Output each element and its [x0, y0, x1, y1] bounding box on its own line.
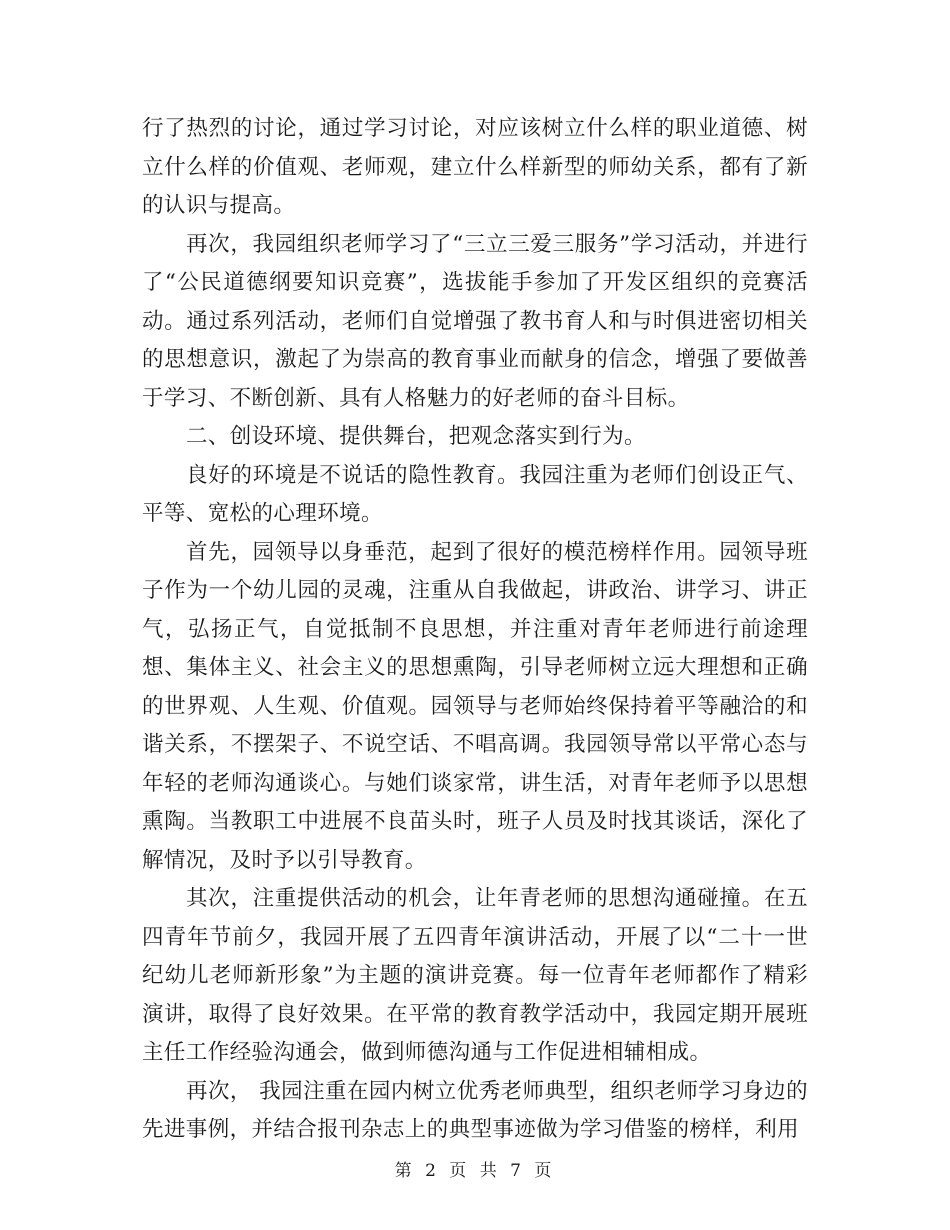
paragraph-continuation: 行了热烈的讨论，通过学习讨论，对应该树立什么样的职业道德、树立什么样的价值观、老师观，建立什么样新型的师幼关系，都有了新的认识与提高。 — [142, 116, 808, 218]
paragraph-model-teachers: 再次， 我园注重在园内树立优秀老师典型，组织老师学习身边的先进事例，并结合报刊杂志上的典型事迹做为学习借鉴的榜样，利用 — [142, 1078, 808, 1142]
document-body — [142, 110, 808, 1150]
section-heading-environment: 二、创设环境、提供舞台，把观念落实到行为。 — [186, 424, 646, 449]
paragraph-activity-opportunities: 其次，注重提供活动的机会，让年青老师的思想沟通碰撞。在五四青年节前夕，我园开展了五四青年演讲活动，开展了以“二十一世纪幼儿老师新形象”为主题的演讲竞赛。每一位青年老师都作了精彩演讲，取得了良好效果。在平常的教育教学活动中，我园定期开展班主任工作经验沟通会，做到师德沟通与工作促进相辅相成。 — [142, 886, 808, 1065]
paragraph-leadership-example: 首先，园领导以身垂范，起到了很好的模范榜样作用。园领导班子作为一个幼儿园的灵魂，注重从自我做起，讲政治、讲学习、讲正气，弘扬正气，自觉抵制不良思想，并注重对青年老师进行前途理想、集体主义、社会主义的思想熏陶，引导老师树立远大理想和正确的世界观、人生观、价值观。园领导与老师始终保持着平等融洽的和谐关系，不摆架子、不说空话、不唱高调。我园领导常以平常心态与年轻的老师沟通谈心。与她们谈家常，讲生活，对青年老师予以思想熏陶。当教职工中进展不良苗头时，班子人员及时找其谈话，深化了解情况，及时予以引导教育。 — [142, 539, 808, 873]
paragraph-environment-intro: 良好的环境是不说话的隐性教育。我园注重为老师们创设正气、平等、宽松的心理环境。 — [142, 462, 808, 526]
paragraph-study-activities: 再次，我园组织老师学习了“三立三爱三服务”学习活动，并进行了“公民道德纲要知识竞赛”，选拔能手参加了开发区组织的竞赛活动。通过系列活动，老师们自觉增强了教书育人和与时俱进密切相关的思想意识，激起了为崇高的教育事业而献身的信念，增强了要做善于学习、不断创新、具有人格魅力的好老师的奋斗目标。 — [142, 231, 808, 411]
page-number-footer: 第 2 页 共 7 页 — [394, 1161, 556, 1181]
